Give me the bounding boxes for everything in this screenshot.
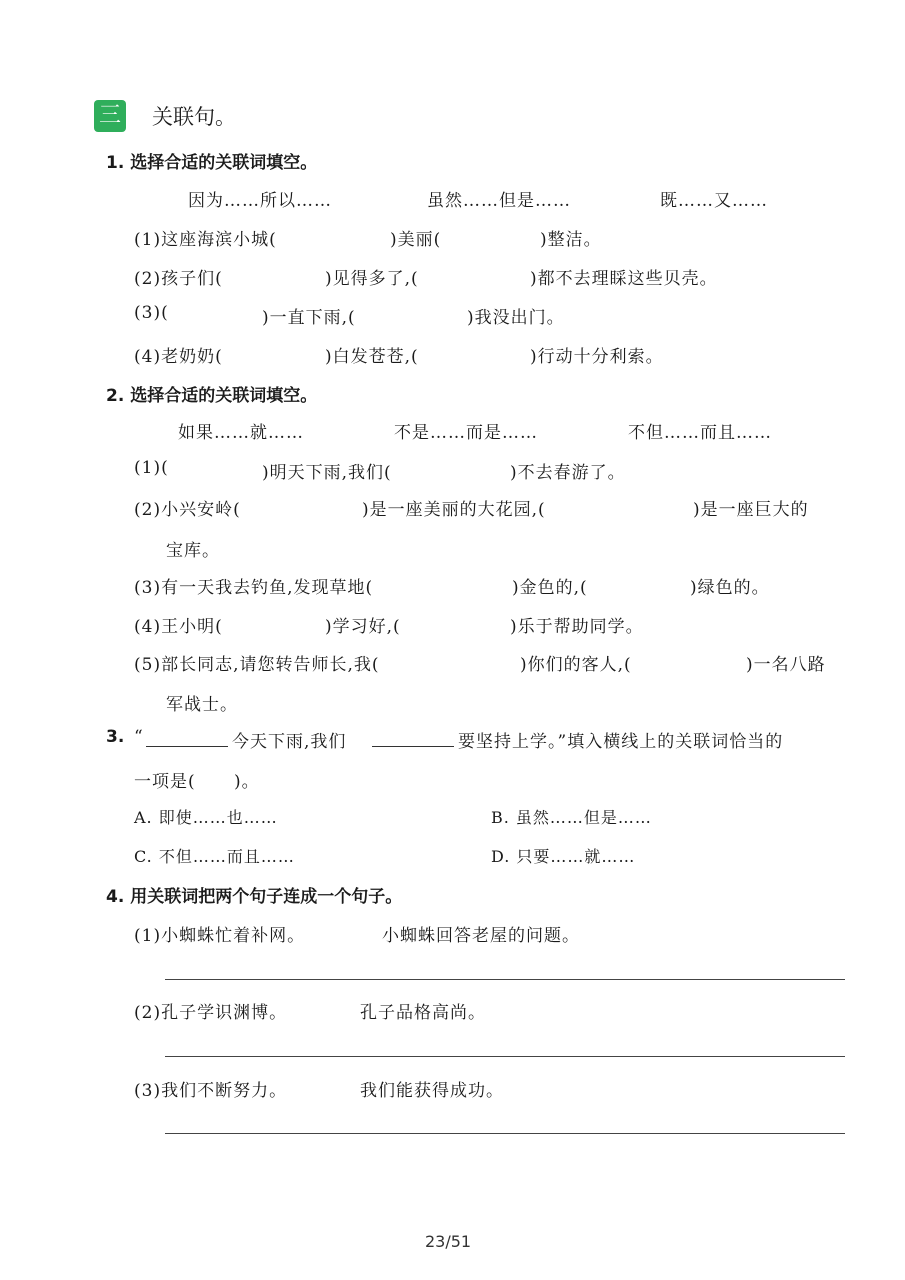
q2-item-2-cont: 宝库。 [166,541,220,561]
q1-option-3: 既……又…… [660,191,768,211]
q1-option-1: 因为……所以…… [188,191,332,211]
q3-blank-1[interactable] [146,746,228,747]
section-title: 关联句。 [152,105,236,129]
section-badge: 三 [94,100,126,132]
q3-choice-d[interactable]: D. 只要……就…… [491,847,636,866]
q2-option-1: 如果……就…… [178,423,304,443]
q3-choice-a[interactable]: A. 即使……也…… [134,808,278,827]
q3-blank-2[interactable] [372,746,454,747]
q2-heading: 2. 选择合适的关联词填空。 [106,386,318,406]
q4-answer-line-2[interactable] [165,1056,845,1057]
q2-option-2: 不是……而是…… [394,423,538,443]
q2-option-3: 不但……而且…… [628,423,772,443]
q4-answer-line-3[interactable] [165,1133,845,1134]
q2-item-5-cont: 军战士。 [166,695,238,715]
q1-heading: 1. 选择合适的关联词填空。 [106,153,318,173]
page-number: 23/51 [425,1232,472,1251]
q1-option-2: 虽然……但是…… [427,191,571,211]
q4-answer-line-1[interactable] [165,979,845,980]
q4-heading: 4. 用关联词把两个句子连成一个句子。 [106,887,403,907]
q3-choice-b[interactable]: B. 虽然……但是…… [491,808,652,827]
q3-choice-c[interactable]: C. 不但……而且…… [134,847,295,866]
